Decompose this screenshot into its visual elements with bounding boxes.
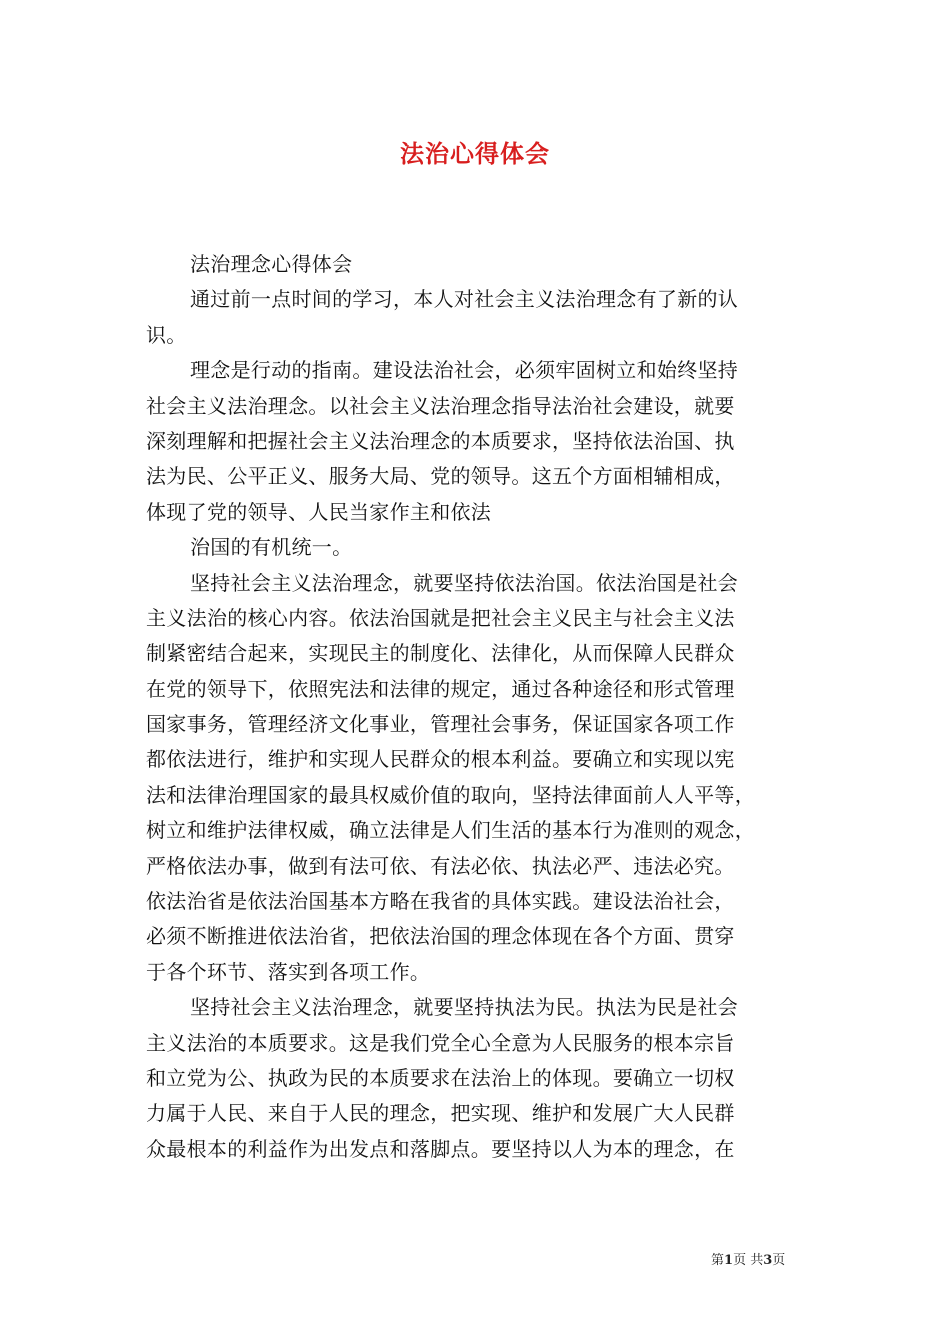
text-line: 主义法治的本质要求。这是我们党全心全意为人民服务的根本宗旨 <box>146 1030 735 1055</box>
text-line: 坚持社会主义法治理念，就要坚持执法为民。执法为民是社会 <box>190 995 739 1020</box>
document-body <box>146 247 818 1167</box>
page-footer <box>711 1249 785 1268</box>
text-line: 坚持社会主义法治理念，就要坚持依法治国。依法治国是社会 <box>190 570 739 595</box>
text-line: 必须不断推进依法治省，把依法治国的理念体现在各个方面、贯穿 <box>146 924 735 949</box>
text-line: 深刻理解和把握社会主义法治理念的本质要求，坚持依法治国、执 <box>146 428 735 453</box>
text-line: 于各个环节、落实到各项工作。 <box>146 959 431 984</box>
footer-total-pages: 3 <box>763 1253 773 1268</box>
text-line: 在党的领导下，依照宪法和法律的规定，通过各种途径和形式管理 <box>146 676 735 701</box>
text-line: 体现了党的领导、人民当家作主和依法 <box>146 499 492 524</box>
text-line: 和立党为公、执政为民的本质要求在法治上的体现。要确立一切权 <box>146 1065 735 1090</box>
text-line: 严格依法办事，做到有法可依、有法必依、执法必严、违法必究。 <box>146 853 735 878</box>
text-line: 社会主义法治理念。以社会主义法治理念指导法治社会建设，就要 <box>146 393 735 418</box>
text-line: 树立和维护法律权威，确立法律是人们生活的基本行为准则的观念， <box>146 818 755 843</box>
text-line: 众最根本的利益作为出发点和落脚点。要坚持以人为本的理念，在 <box>146 1136 735 1161</box>
text-line: 制紧密结合起来，实现民主的制度化、法律化，从而保障人民群众 <box>146 641 735 666</box>
footer-suffix: 页 <box>772 1253 786 1268</box>
text-line: 通过前一点时间的学习，本人对社会主义法治理念有了新的认 <box>190 287 739 312</box>
text-line: 主义法治的核心内容。依法治国就是把社会主义民主与社会主义法 <box>146 605 735 630</box>
text-line: 依法治省是依法治国基本方略在我省的具体实践。建设法治社会， <box>146 889 735 914</box>
text-line: 法治理念心得体会 <box>190 252 353 276</box>
text-line: 治国的有机统一。 <box>190 535 353 560</box>
text-line: 力属于人民、来自于人民的理念，把实现、维护和发展广大人民群 <box>146 1101 735 1126</box>
text-line: 都依法进行，维护和实现人民群众的根本利益。要确立和实现以宪 <box>146 747 735 772</box>
document-title: 法治心得体会 <box>400 139 550 168</box>
footer-prefix: 第 <box>711 1253 725 1268</box>
footer-middle: 页 共 <box>733 1253 764 1268</box>
text-line: 法和法律治理国家的最具权威价值的取向，坚持法律面前人人平等， <box>146 782 755 807</box>
text-line: 理念是行动的指南。建设法治社会，必须牢固树立和始终坚持 <box>190 358 739 383</box>
text-line: 识。 <box>146 322 187 347</box>
text-line: 国家事务，管理经济文化事业，管理社会事务，保证国家各项工作 <box>146 712 735 737</box>
text-line: 法为民、公平正义、服务大局、党的领导。这五个方面相辅相成， <box>146 464 735 489</box>
footer-current-page: 1 <box>724 1253 734 1268</box>
